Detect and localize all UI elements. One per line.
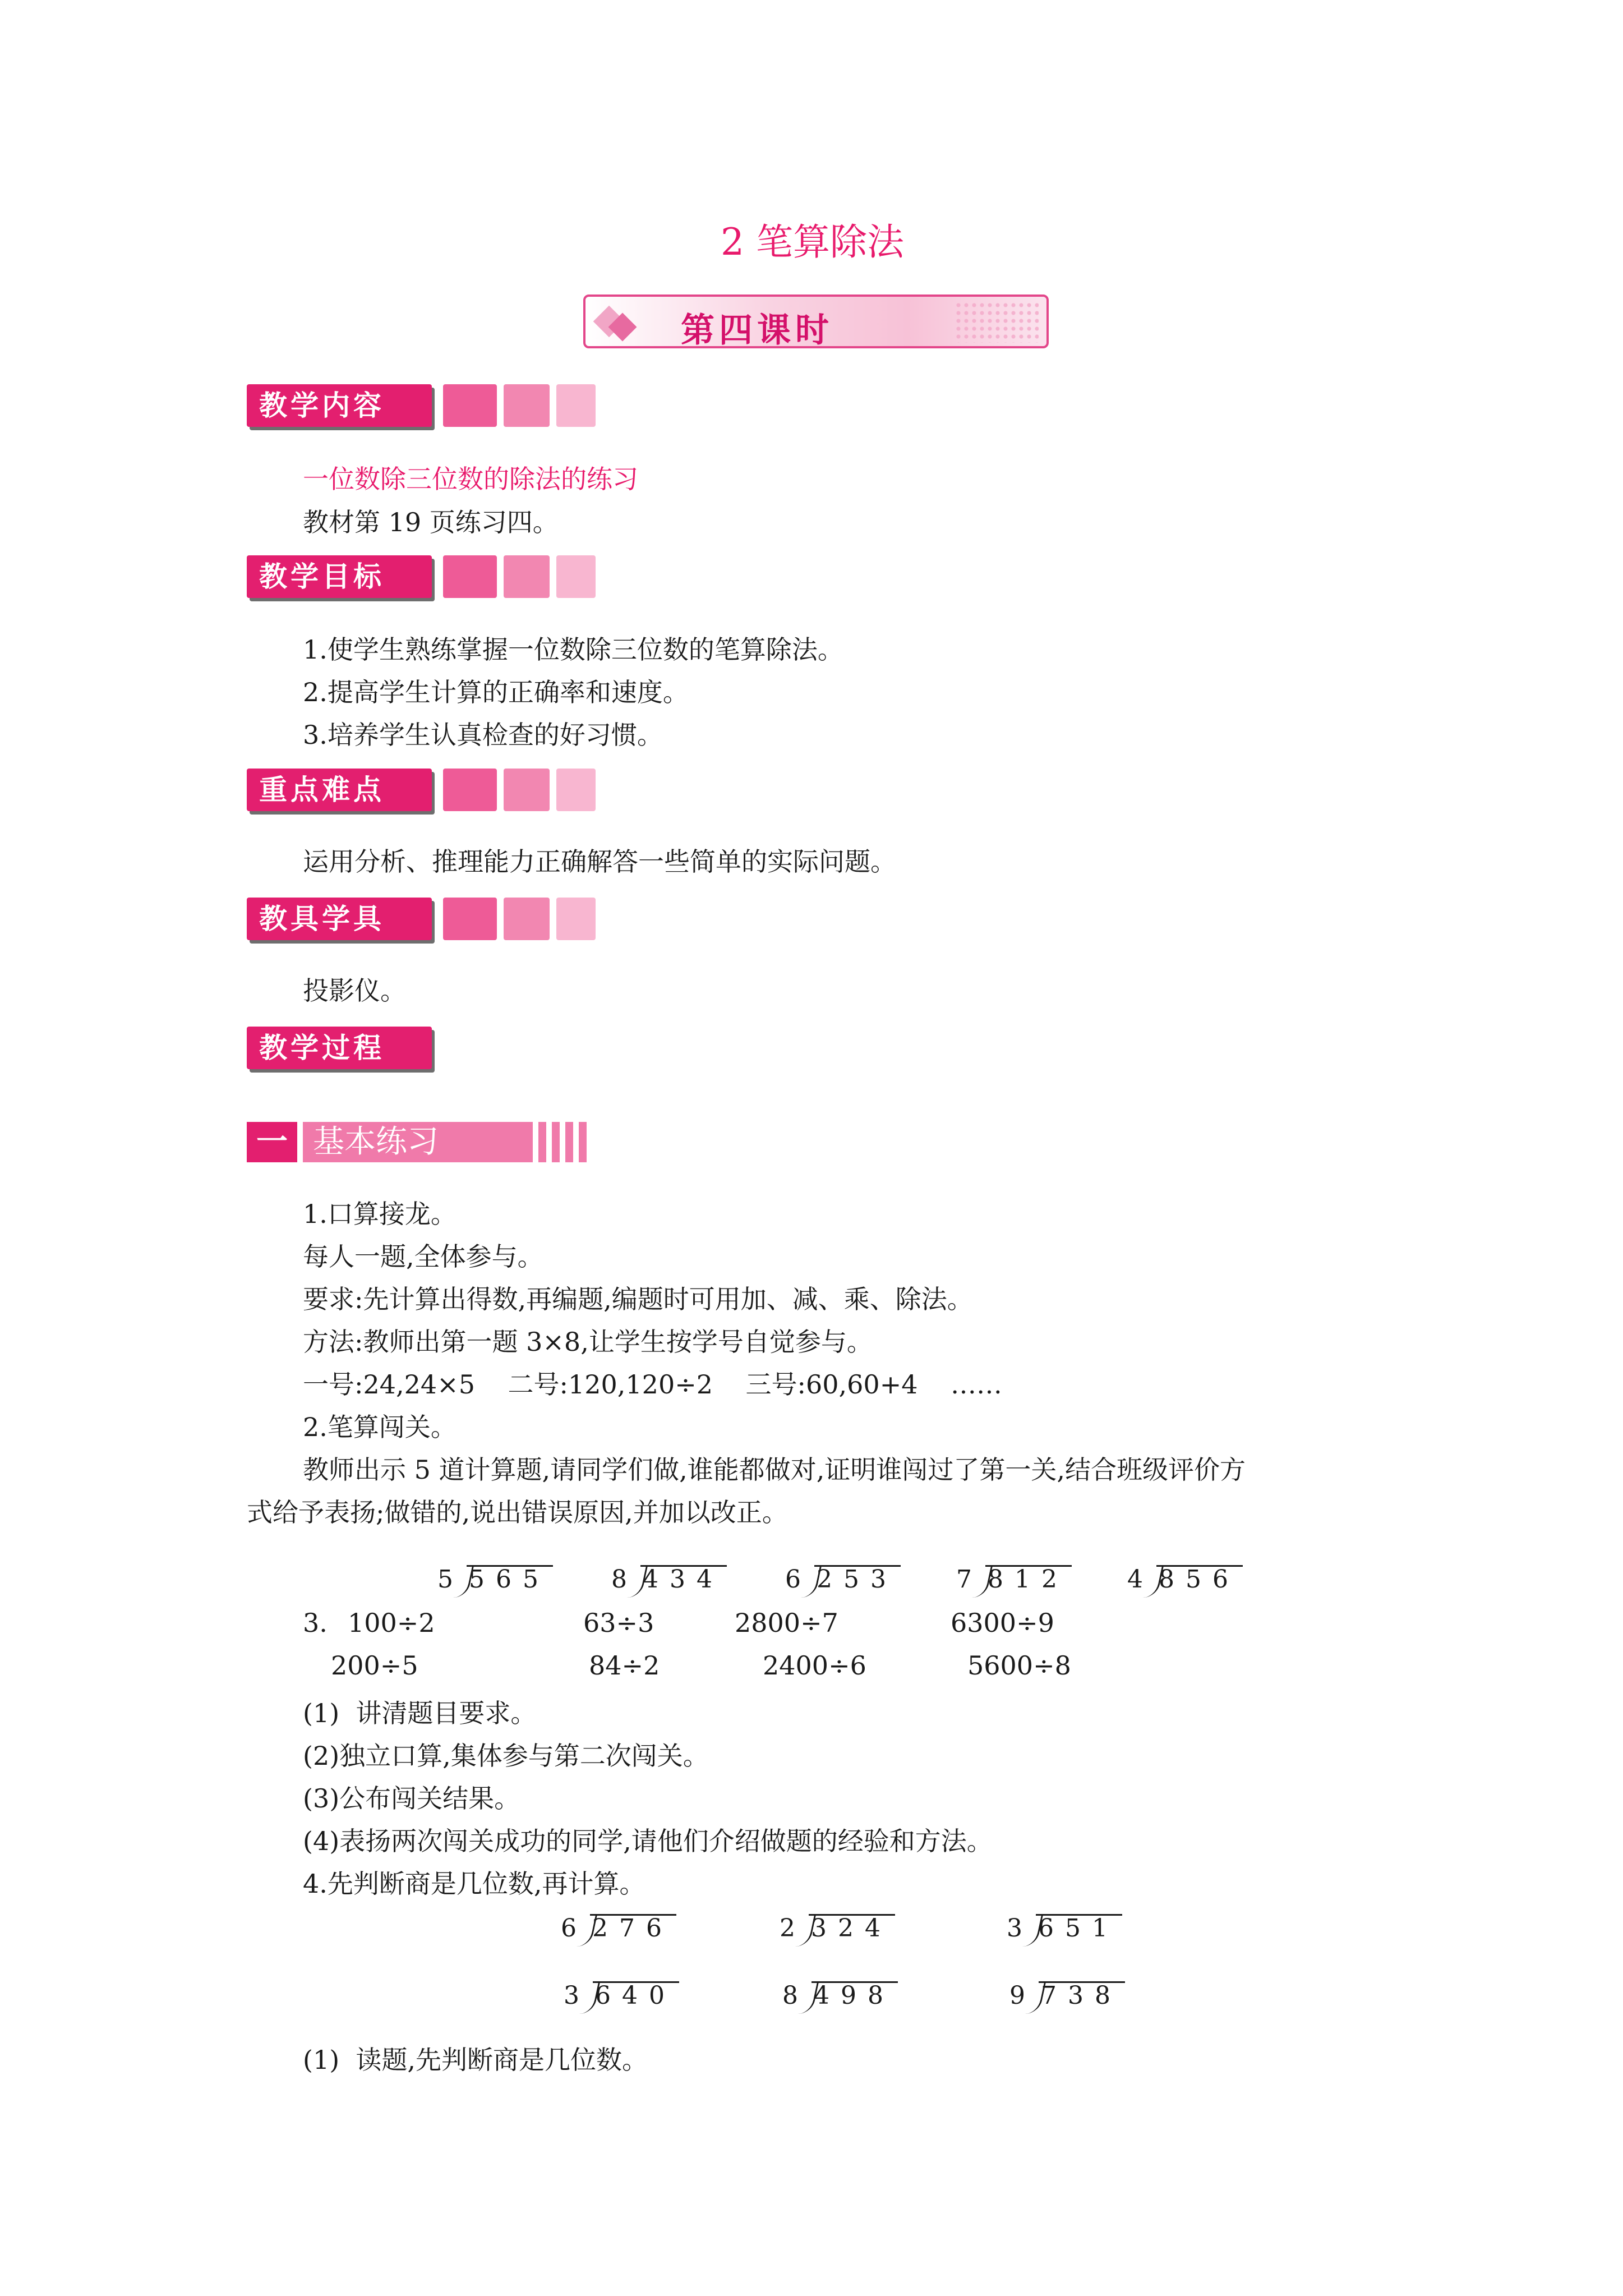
divisor: 5 — [437, 1565, 453, 1594]
decor-square — [443, 384, 497, 427]
divisor: 6 — [561, 1914, 577, 1943]
practice-number: 一 — [247, 1122, 297, 1162]
long-division — [564, 1981, 676, 2010]
dividend: 812 — [975, 1565, 1068, 1594]
practice-line: 式给予表扬;做错的,说出错误原因,并加以改正。 — [247, 1497, 788, 1527]
dividend: 434 — [630, 1565, 723, 1594]
decor-square — [556, 898, 596, 940]
content-textbook: 教材第 19 页练习四。 — [303, 507, 559, 537]
decor-stripe — [579, 1122, 587, 1162]
practice-line: 一号:24,24×5 二号:120,120÷2 三号:60,60+4 …… — [303, 1369, 1002, 1400]
dividend: 651 — [1026, 1914, 1119, 1943]
step-line: (2)独立口算,集体参与第二次闯关。 — [303, 1741, 709, 1771]
long-division — [1009, 1981, 1122, 2010]
goal-item: 1.使学生熟练掌握一位数除三位数的笔算除法。 — [303, 634, 843, 665]
dividend: 640 — [583, 1981, 676, 2010]
lesson-banner — [583, 295, 1049, 348]
dividend: 253 — [804, 1565, 897, 1594]
decor-stripe — [538, 1122, 546, 1162]
decor-square — [504, 555, 550, 598]
practice-line: 教师出示 5 道计算题,请同学们做,谁能都做对,证明谁闯过了第一关,结合班级评价方 — [303, 1455, 1246, 1485]
dividend: 565 — [457, 1565, 550, 1594]
decor-square — [504, 769, 550, 811]
decor-stripe — [552, 1122, 560, 1162]
dividend: 498 — [801, 1981, 895, 2010]
page-title: 2 笔算除法 — [721, 220, 904, 264]
long-division — [561, 1914, 673, 1943]
decor-square — [504, 898, 550, 940]
long-division — [1007, 1914, 1119, 1943]
tools-text: 投影仪。 — [303, 976, 406, 1006]
section-label: 教具学具 — [247, 898, 432, 940]
step-line: (1) 讲清题目要求。 — [303, 1698, 537, 1728]
decor-square — [443, 769, 497, 811]
section-label: 重点难点 — [247, 769, 432, 811]
oral-calc: 63÷3 — [583, 1608, 654, 1638]
decor-square — [504, 384, 550, 427]
divisor: 8 — [782, 1981, 798, 2010]
decor-square — [556, 384, 596, 427]
step-line: 4.先判断商是几位数,再计算。 — [303, 1869, 645, 1899]
dividend: 738 — [1029, 1981, 1122, 2010]
oral-calc: 2400÷6 — [763, 1650, 866, 1681]
dot-pattern-decoration — [955, 301, 1039, 343]
divisor: 7 — [956, 1565, 972, 1594]
step-line: (4)表扬两次闯关成功的同学,请他们介绍做题的经验和方法。 — [303, 1826, 993, 1856]
divisor: 2 — [780, 1914, 795, 1943]
oral-calc: 5600÷8 — [967, 1650, 1071, 1681]
decor-stripe — [565, 1122, 573, 1162]
dividend: 324 — [799, 1914, 892, 1943]
divisor: 4 — [1127, 1565, 1143, 1594]
practice-line: 1.口算接龙。 — [303, 1199, 457, 1229]
lesson-banner-text: 第四课时 — [681, 311, 833, 350]
decor-square — [443, 555, 497, 598]
divisor: 3 — [564, 1981, 579, 2010]
long-division — [780, 1914, 892, 1943]
step-line: (3)公布闯关结果。 — [303, 1783, 520, 1814]
dividend: 856 — [1146, 1565, 1239, 1594]
content-topic: 一位数除三位数的除法的练习 — [303, 464, 638, 494]
long-division — [956, 1565, 1068, 1594]
practice-header — [247, 1122, 628, 1162]
oral-calc: 6300÷9 — [951, 1608, 1054, 1638]
divisor: 3 — [1007, 1914, 1022, 1943]
long-division — [611, 1565, 723, 1594]
item-number: 3. — [303, 1608, 328, 1638]
key-points-text: 运用分析、推理能力正确解答一些简单的实际问题。 — [303, 846, 896, 877]
section-label: 教学过程 — [247, 1027, 432, 1069]
section-label: 教学内容 — [247, 384, 432, 427]
oral-calc: 200÷5 — [331, 1650, 418, 1681]
goal-item: 3.培养学生认真检查的好习惯。 — [303, 720, 663, 750]
long-division — [785, 1565, 897, 1594]
step-line: (1) 读题,先判断商是几位数。 — [303, 2045, 648, 2075]
section-label: 教学目标 — [247, 555, 432, 598]
long-division — [1127, 1565, 1239, 1594]
decor-square — [556, 769, 596, 811]
oral-calc: 84÷2 — [589, 1650, 660, 1681]
divisor: 8 — [611, 1565, 627, 1594]
goal-item: 2.提高学生计算的正确率和速度。 — [303, 677, 689, 707]
decor-square — [443, 898, 497, 940]
long-division — [437, 1565, 550, 1594]
practice-line: 每人一题,全体参与。 — [303, 1241, 543, 1272]
practice-line: 方法:教师出第一题 3×8,让学生按学号自觉参与。 — [303, 1327, 873, 1357]
oral-calc: 2800÷7 — [735, 1608, 838, 1638]
long-division — [782, 1981, 895, 2010]
decor-square — [556, 555, 596, 598]
divisor: 6 — [785, 1565, 801, 1594]
practice-line: 2.笔算闯关。 — [303, 1412, 457, 1442]
dividend: 276 — [580, 1914, 673, 1943]
practice-line: 要求:先计算出得数,再编题,编题时可用加、减、乘、除法。 — [303, 1284, 973, 1314]
practice-label: 基本练习 — [303, 1122, 533, 1162]
divisor: 9 — [1009, 1981, 1025, 2010]
oral-calc: 100÷2 — [348, 1608, 435, 1638]
